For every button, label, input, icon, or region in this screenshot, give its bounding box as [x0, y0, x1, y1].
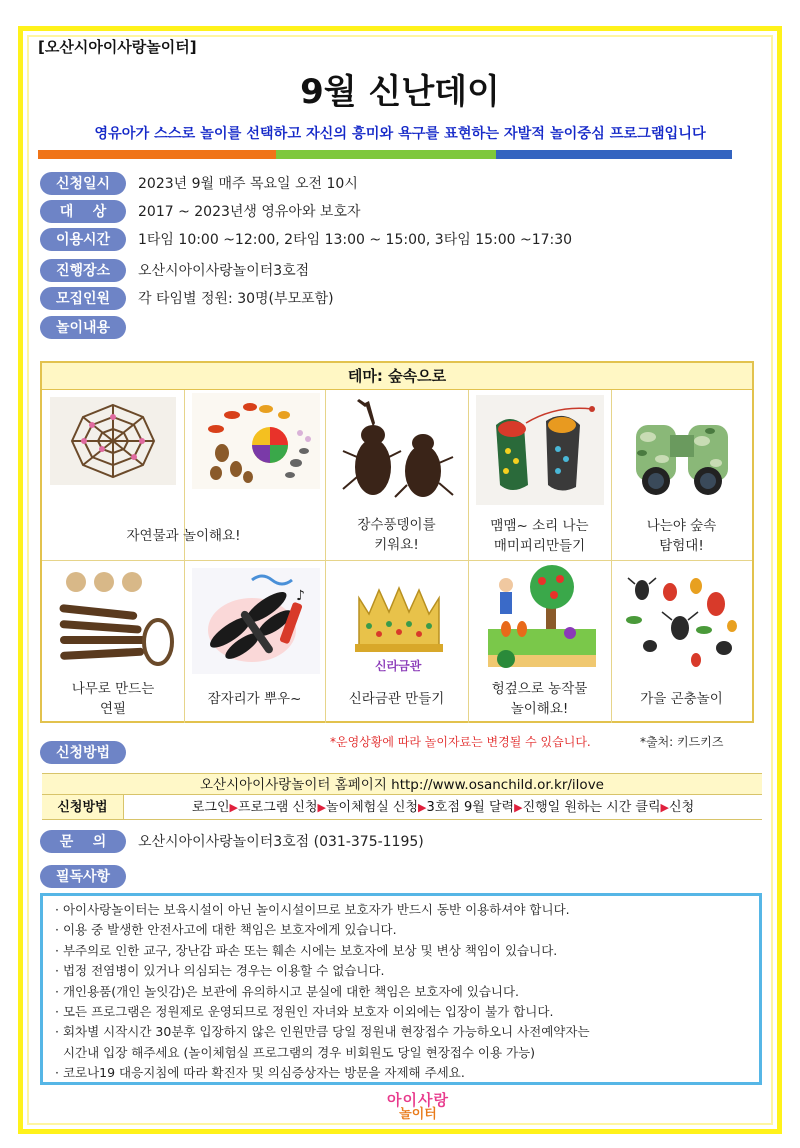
notice-item: · 부주의로 인한 교구, 장난감 파손 또는 훼손 시에는 보호자에 보상 및 변상 책임이 있습니다.: [55, 942, 558, 958]
silla-crown-image: [335, 568, 461, 674]
page-title: 9월 신난데이: [300, 72, 500, 112]
theme-table: [40, 361, 754, 723]
page-subtitle: 영유아가 스스로 놀이를 선택하고 자신의 흥미와 욕구를 표현하는 자발적 놀이중심 프로그램입니다: [94, 126, 706, 142]
info-value: 1타임 10:00 ~12:00, 2타임 13:00 ~ 15:00, 3타임 15:00 ~17:30: [138, 232, 573, 248]
step-text: 3호점 9월 달력: [426, 800, 515, 815]
caption-line: 탐험대!: [659, 538, 704, 554]
notice-item: · 모든 프로그램은 정원제로 운영되므로 정원인 자녀와 보호자 이외에는 입장이 불가 합니다.: [55, 1004, 554, 1020]
label-pill: 필독사항: [40, 865, 126, 888]
color-bar-green: [276, 150, 496, 159]
arrow-right-icon: ▶: [229, 801, 239, 814]
caption-line: 매미피리만들기: [493, 538, 586, 554]
method-steps: [124, 795, 762, 819]
logo-text-top: 아이사랑: [387, 1091, 449, 1109]
info-row-content: [40, 315, 126, 339]
label-pill: 신청방법: [40, 741, 126, 764]
caption-explorer: [611, 515, 752, 557]
notice-item: · 코로나19 대응지침에 따라 확진자 및 의심증상자는 방문을 자제해 주세요.: [55, 1065, 465, 1081]
caption-farm: [468, 677, 611, 721]
caption-beetle: [325, 511, 468, 559]
step-text: 프로그램 신청: [238, 800, 318, 815]
notice-change: *운영상황에 따라 놀이자료는 변경될 수 있습니다.: [330, 735, 591, 749]
notice-source: *출처: 키드키즈: [640, 735, 724, 749]
step-text: 진행일 원하는 시간 클릭: [522, 800, 661, 815]
step-text: 로그인: [191, 800, 230, 815]
caption-line: 놀이해요!: [510, 701, 569, 717]
info-value: 오산시아이사랑놀이터3호점: [138, 263, 310, 279]
insects-toy-image: [620, 568, 746, 674]
caption-text: 신라금관 만들기: [348, 691, 445, 707]
color-bar-orange: [38, 150, 276, 159]
caption-nature-play: [42, 521, 325, 551]
notice-item: · 아이사랑놀이터는 보육시설이 아닌 놀이시설이므로 보호자가 반드시 동반 이용하셔야 합니다.: [55, 902, 570, 917]
step-text: 놀이체험실 신청: [325, 800, 419, 815]
arrow-right-icon: ▶: [660, 801, 670, 814]
caption-text: 잠자리가 뿌우~: [207, 691, 302, 707]
caption-text: 자연물과 놀이해요!: [126, 528, 241, 544]
brand-logo: [356, 1092, 480, 1126]
logo-text-bottom: 놀이터: [399, 1107, 437, 1122]
info-value: 2017 ~ 2023년생 영유아와 보호자: [138, 204, 361, 220]
label-pill: 대 상: [40, 200, 126, 223]
grid-line: [42, 560, 752, 561]
label-pill: 문 의: [40, 830, 126, 853]
label-pill: 모집인원: [40, 287, 126, 310]
info-row-time: [40, 227, 572, 251]
arrow-right-icon: ▶: [418, 801, 427, 814]
arrow-right-icon: ▶: [317, 801, 326, 814]
nature-materials-image: [192, 393, 320, 489]
apply-method-row: [42, 795, 762, 820]
notice-item: 시간내 입장 해주세요 (놀이체험실 프로그램의 경우 비회원도 당일 현장접수 이용 가능): [55, 1044, 536, 1060]
color-bar-blue: [496, 150, 732, 159]
caption-line: 헝겊으로 농작물: [491, 681, 588, 697]
contact-row: [40, 829, 424, 853]
notice-item: · 개인용품(개인 놀잇감)은 보관에 유의하시고 분실에 대한 책임은 보호자에 있습니다.: [55, 983, 520, 999]
required-notice-box: [40, 893, 762, 1085]
caption-insects: [611, 685, 752, 713]
info-value: 2023년 9월 매주 목요일 오전 10시: [138, 176, 358, 192]
caption-line: 맴맴~ 소리 나는: [490, 518, 589, 534]
farm-felt-image: [476, 563, 604, 673]
notice-item: · 법정 전염병이 있거나 의심되는 경우는 이용할 수 없습니다.: [55, 963, 385, 979]
label-pill: 진행장소: [40, 259, 126, 282]
info-row-date: [40, 171, 358, 195]
caption-line: 장수풍뎅이를: [357, 517, 436, 533]
caption-cicada: [468, 515, 611, 557]
notice-item: · 회차별 시작시간 30분후 입장하지 않은 인원만큼 당일 정원내 현장접수 가능하오니 사전예약자는: [55, 1024, 590, 1040]
beetle-image: [335, 397, 461, 505]
org-tag: [오산시아이사랑놀이터]: [38, 38, 197, 56]
cicada-whistle-image: [476, 395, 604, 505]
homepage-link[interactable]: 오산시아이사랑놀이터 홈페이지 http://www.osanchild.or.kr/ilove: [42, 773, 762, 795]
apply-section: [40, 740, 126, 764]
caption-line: 연필: [99, 701, 127, 717]
caption-line: 나무로 만드는: [71, 681, 155, 697]
info-row-capacity: [40, 286, 334, 310]
caption-text: 가을 곤충놀이: [640, 691, 723, 707]
label-pill: 놀이내용: [40, 316, 126, 339]
label-pill: 신청일시: [40, 172, 126, 195]
step-text: 신청: [669, 800, 695, 815]
info-row-target: [40, 199, 361, 223]
arrow-right-icon: ▶: [514, 801, 523, 814]
svg-text:♪: ♪: [296, 588, 305, 604]
info-row-place: [40, 258, 309, 282]
caption-wood-pencil: [42, 677, 184, 721]
caption-line: 나는야 숲속: [646, 518, 717, 534]
required-section: [40, 864, 126, 888]
method-label: 신청방법: [42, 795, 124, 819]
theme-title: 테마: 숲속으로: [42, 363, 752, 390]
wood-pencil-image: [52, 568, 176, 674]
contact-value: 오산시아이사랑놀이터3호점 (031-375-1195): [138, 834, 424, 850]
binoculars-image: [620, 401, 746, 503]
caption-line: 키워요!: [374, 537, 419, 553]
dragonfly-image: [192, 568, 320, 674]
label-pill: 이용시간: [40, 228, 126, 251]
notice-item: · 이용 중 발생한 안전사고에 대한 책임은 보호자에게 있습니다.: [55, 922, 397, 938]
caption-dragonfly: [184, 685, 325, 713]
info-value: 각 타임별 정원: 30명(부모포함): [138, 291, 334, 307]
caption-crown: [325, 685, 468, 713]
spider-web-image: [50, 397, 176, 485]
crown-text: 신라금관: [375, 659, 422, 673]
